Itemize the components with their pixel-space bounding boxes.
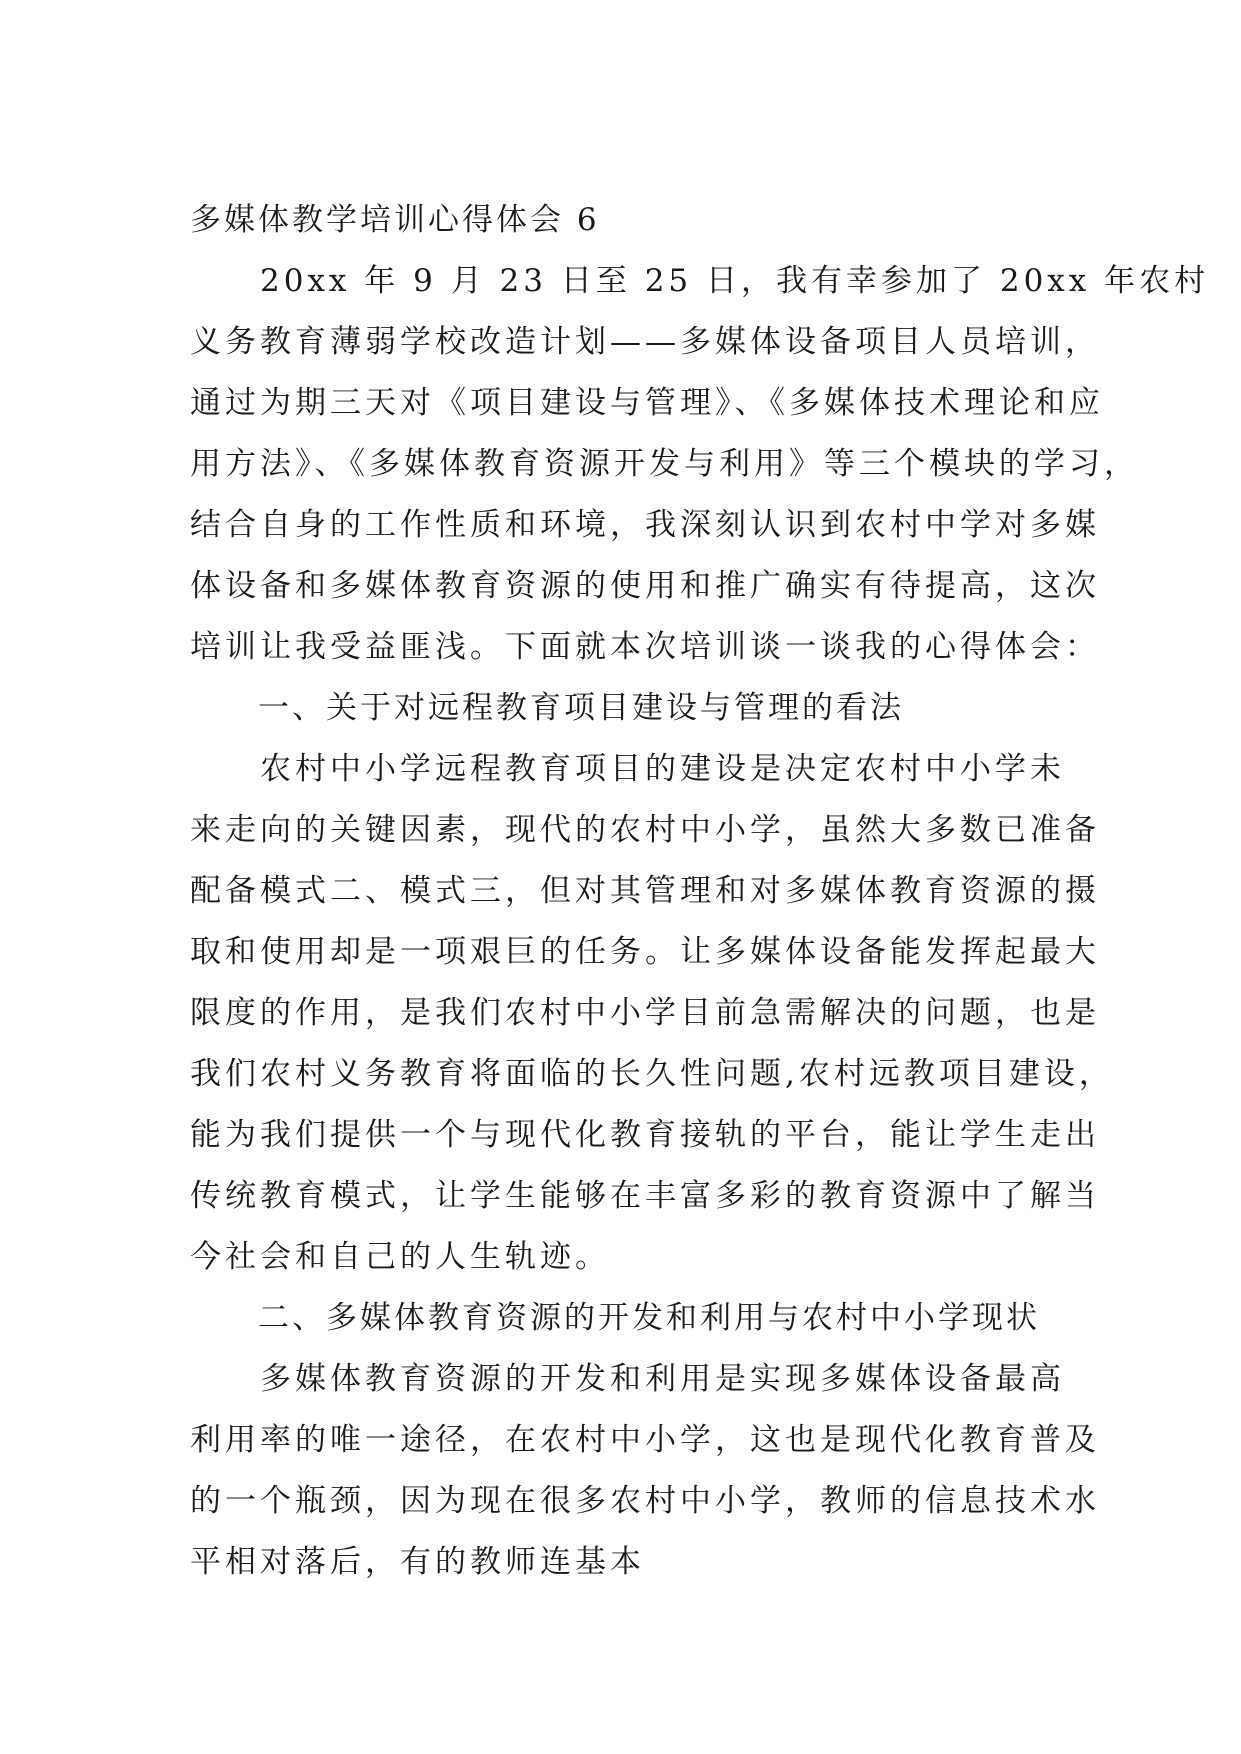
paragraph-line: 能为我们提供一个与现代化教育接轨的平台，能让学生走出 <box>190 1117 1100 1153</box>
section-heading-1: 一、关于对远程教育项目建设与管理的看法 <box>190 690 904 726</box>
paragraph-line: 多媒体教育资源的开发和利用是实现多媒体设备最高 <box>190 1361 1065 1397</box>
section-heading-2: 二、多媒体教育资源的开发和利用与农村中小学现状 <box>190 1300 1040 1336</box>
document-body <box>190 190 1210 1593</box>
paragraph-line: 的一个瓶颈，因为现在很多农村中小学，教师的信息技术水 <box>190 1483 1100 1519</box>
paragraph-line: 20xx 年 9 月 23 日至 25 日，我有幸参加了 20xx 年农村 <box>190 263 1210 299</box>
paragraph-line: 利用率的唯一途径，在农村中小学，这也是现代化教育普及 <box>190 1422 1100 1458</box>
paragraph-line: 培训让我受益匪浅。下面就本次培训谈一谈我的心得体会： <box>190 629 1100 665</box>
paragraph-line: 取和使用却是一项艰巨的任务。让多媒体设备能发挥起最大 <box>190 934 1100 970</box>
paragraph-line: 我们农村义务教育将面临的长久性问题,农村远教项目建设， <box>190 1056 1114 1092</box>
paragraph-line: 配备模式二、模式三，但对其管理和对多媒体教育资源的摄 <box>190 873 1100 909</box>
paragraph-line: 农村中小学远程教育项目的建设是决定农村中小学未 <box>190 751 1065 787</box>
paragraph-line: 今社会和自己的人生轨迹。 <box>190 1239 610 1275</box>
paragraph-line: 限度的作用，是我们农村中小学目前急需解决的问题，也是 <box>190 995 1100 1031</box>
paragraph-line: 通过为期三天对《项目建设与管理》、《多媒体技术理论和应 <box>190 385 1104 421</box>
paragraph-line: 义务教育薄弱学校改造计划——多媒体设备项目人员培训， <box>190 324 1100 360</box>
paragraph-line: 来走向的关键因素，现代的农村中小学，虽然大多数已准备 <box>190 812 1100 848</box>
paragraph-line: 传统教育模式，让学生能够在丰富多彩的教育资源中了解当 <box>190 1178 1100 1214</box>
paragraph-line: 体设备和多媒体教育资源的使用和推广确实有待提高，这次 <box>190 568 1100 604</box>
document-title: 多媒体教学培训心得体会 6 <box>190 202 600 238</box>
paragraph-line: 用方法》、《多媒体教育资源开发与利用》等三个模块的学习， <box>190 446 1139 482</box>
paragraph-line: 平相对落后，有的教师连基本 <box>190 1544 645 1580</box>
paragraph-line: 结合自身的工作性质和环境，我深刻认识到农村中学对多媒 <box>190 507 1100 543</box>
